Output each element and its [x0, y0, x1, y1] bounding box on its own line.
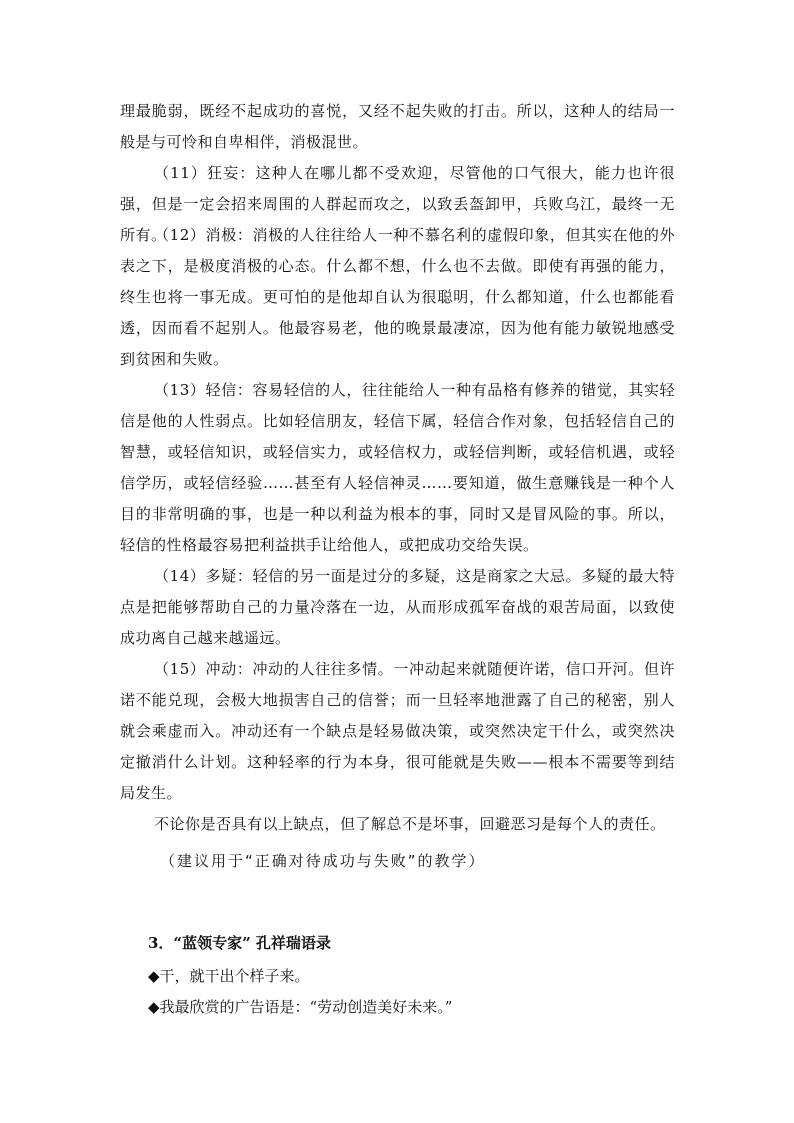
paragraph-item-11: （11）狂妄：这种人在哪儿都不受欢迎，尽管他的口气很大，能力也许很强，但是一定会招来周围的人群起而攻之，以致丢盔卸甲，兵败乌江，最终一无所有。 [120, 164, 675, 244]
quote-bullet: ◆我最欣赏的广告语是：“劳动创造美好未来。” [148, 998, 453, 1016]
paragraph-item-15: （15）冲动：冲动的人往往多情。一冲动起来就随便许诺，信口开河。但许诺不能兑现，会极大地损害自己的信誉；而一旦轻率地泄露了自己的秘密，别人就会乘虚而入。冲动还有一个缺点是轻易做决策，或突然决定干什么，或突然决定撤消什么计划。这种轻率的行为本身，很可能就是失败——根本不需要等到结局发生。 [120, 660, 675, 802]
paragraph-item-13: （13）轻信：容易轻信的人，往往能给人一种有品格有修养的错觉，其实轻信是他的人性弱点。比如轻信朋友，轻信下属，轻信合作对象，包括轻信自己的智慧，或轻信知识，或轻信实力，或轻信权力，或轻信判断，或轻信机遇，或轻信学历，或轻信经验……甚至有人轻信神灵……要知道，做生意赚钱是一种个人目的非常明确的事，也是一种以利益为根本的事，同时又是冒风险的事。所以，轻信的性格最容易把利益拱手让给他人，或把成功交给失误。 [120, 381, 675, 554]
section-heading: 3．“蓝领专家” 孔祥瑞语录 [148, 934, 331, 952]
quote-bullet: ◆干，就干出个样子来。 [148, 967, 310, 985]
paragraph-item-14: （14）多疑：轻信的另一面是过分的多疑，这是商家之大忌。多疑的最大特点是把能够帮助自己的力量冷落在一边，从而形成孤军奋战的艰苦局面，以致使成功离自己越来越遥远。 [120, 567, 675, 647]
teaching-note: （建议用于“正确对待成功与失败”的教学） [160, 852, 486, 870]
paragraph-item-12: （12）消极：消极的人往往给人一种不慕名利的虚假印象，但其实在他的外表之下，是极度消极的心态。什么都不想，什么也不去做。即使有再强的能力，终生也将一事无成。更可怕的是他却自认为很聪明，什么都知道，什么也都能看透，因而看不起别人。他最容易老，他的晚景最凄凉，因为他有能力敏锐地感受到贫困和失败。 [120, 226, 675, 368]
paragraph-continuation: 理最脆弱，既经不起成功的喜悦，又经不起失败的打击。所以，这种人的结局一般是与可怜和自卑相伴，消极混世。 [120, 102, 675, 151]
paragraph-conclusion: 不论你是否具有以上缺点，但了解总不是坏事，回避恶习是每个人的责任。 [154, 815, 666, 833]
